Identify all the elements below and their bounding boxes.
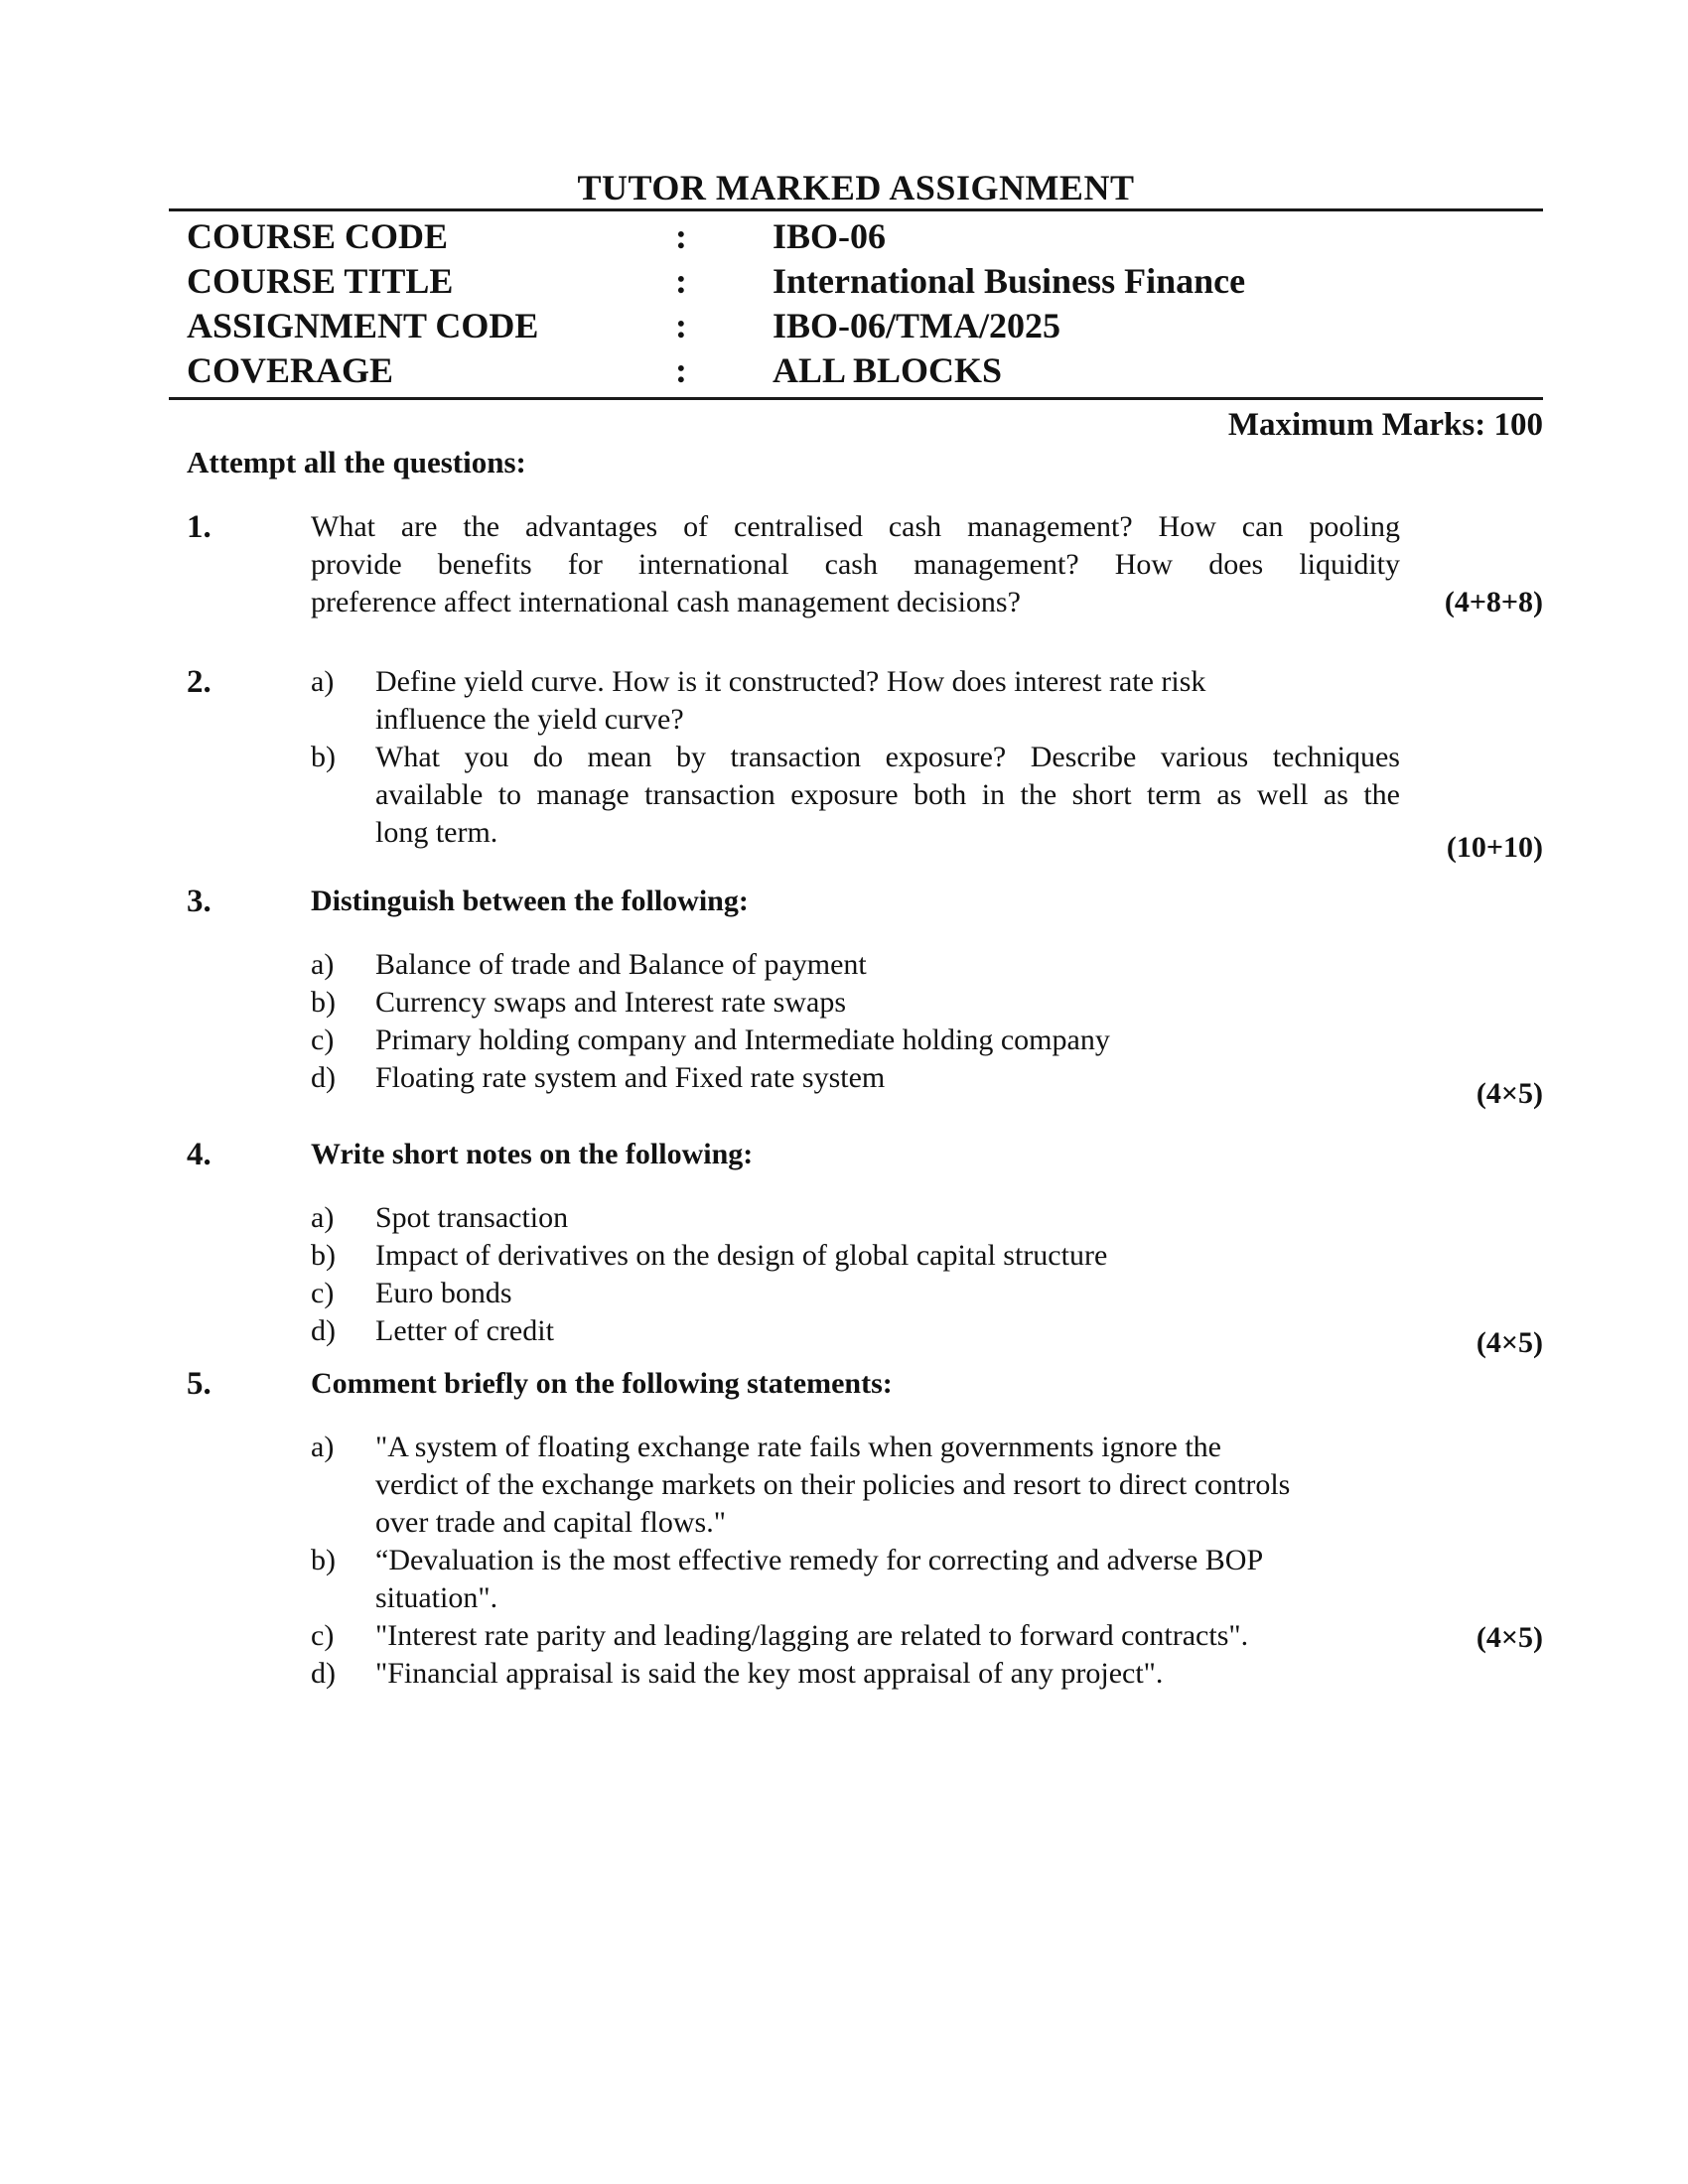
question-block: [169, 1136, 1543, 1359]
question-body: [311, 883, 1400, 1097]
list-item: [311, 1059, 1400, 1097]
text-line: Euro bonds: [375, 1277, 512, 1309]
text-line: Impact of derivatives on the design of global capital structure: [375, 1239, 1108, 1272]
item-text: [375, 1022, 1400, 1059]
list-item: [311, 984, 1400, 1022]
marks-badge: (4+8+8): [1444, 586, 1543, 618]
marks-badge: (4×5): [1476, 1621, 1543, 1654]
course-info-row: [187, 304, 1543, 348]
course-info-separator: :: [675, 350, 687, 390]
course-info-label: COURSE CODE: [187, 216, 449, 256]
text-line: verdict of the exchange markets on their policies and resort to direct controls: [375, 1468, 1291, 1501]
text-line: situation".: [375, 1581, 498, 1614]
list-item: [311, 1199, 1400, 1237]
questions-section: [169, 508, 1543, 1693]
text-line: What are the advantages of centralised cash management? How can pooling: [311, 510, 1400, 543]
question-paragraph: [311, 508, 1400, 621]
item-letter: b): [311, 741, 336, 773]
item-text: [375, 1275, 1400, 1312]
document-content: [169, 0, 1543, 1693]
question-block: [169, 663, 1543, 864]
list-item: [311, 1022, 1400, 1059]
course-info-separator: :: [675, 306, 687, 345]
list-item: [311, 663, 1400, 739]
item-text: [375, 739, 1400, 852]
course-info-row: [187, 348, 1543, 393]
text-line: preference affect international cash management decisions?: [311, 586, 1021, 618]
item-letter: c): [311, 1277, 335, 1309]
list-item: [311, 1312, 1400, 1350]
text-line: Floating rate system and Fixed rate system: [375, 1061, 886, 1094]
item-letter: c): [311, 1619, 335, 1652]
text-line: "Interest rate parity and leading/lagging are related to forward contracts".: [375, 1619, 1249, 1652]
text-line: “Devaluation is the most effective remedy for correcting and adverse BOP: [375, 1544, 1264, 1576]
question-number: 2.: [187, 664, 211, 700]
marks-badge: (10+10): [1446, 831, 1543, 864]
text-line: Define yield curve. How is it constructed? How does interest rate risk: [375, 665, 1206, 698]
instruction-text: Attempt all the questions:: [187, 445, 526, 479]
question-heading: Comment briefly on the following statements:: [311, 1367, 893, 1400]
item-text: [375, 1542, 1400, 1617]
question-body: [311, 1136, 1400, 1350]
question-body: [311, 663, 1400, 852]
page-title: TUTOR MARKED ASSIGNMENT: [577, 168, 1135, 207]
text-line: Balance of trade and Balance of payment: [375, 948, 867, 981]
course-info-separator: :: [675, 261, 687, 301]
course-info-value: IBO-06/TMA/2025: [773, 306, 1061, 345]
course-info-table: [169, 211, 1543, 400]
item-text: [375, 1429, 1400, 1542]
list-item: [311, 739, 1400, 852]
text-line: Letter of credit: [375, 1314, 554, 1347]
text-line: Currency swaps and Interest rate swaps: [375, 986, 847, 1019]
item-text: [375, 1617, 1400, 1655]
item-letter: b): [311, 1544, 336, 1576]
item-text: [375, 984, 1400, 1022]
question-number: 1.: [187, 509, 211, 545]
list-item: [311, 1617, 1400, 1655]
question-body: [311, 1365, 1400, 1693]
item-text: [375, 1199, 1400, 1237]
item-letter: a): [311, 948, 335, 981]
text-line: available to manage transaction exposure both in the short term as well as the: [375, 778, 1400, 811]
item-letter: a): [311, 1201, 335, 1234]
item-letter: d): [311, 1314, 336, 1347]
question-number: 5.: [187, 1366, 211, 1402]
list-item: [311, 1429, 1400, 1542]
item-text: [375, 663, 1400, 739]
item-text: [375, 1059, 1400, 1097]
course-info-row: [187, 259, 1543, 304]
item-letter: c): [311, 1024, 335, 1056]
list-item: [311, 1275, 1400, 1312]
item-letter: d): [311, 1657, 336, 1690]
item-letter: a): [311, 665, 335, 698]
question-heading: Distinguish between the following:: [311, 885, 749, 917]
marks-badge: (4×5): [1476, 1326, 1543, 1359]
question-block: [169, 508, 1543, 621]
course-info-separator: :: [675, 216, 687, 256]
text-line: long term.: [375, 816, 498, 849]
course-info-row: [187, 214, 1543, 259]
course-info-label: COURSE TITLE: [187, 261, 454, 301]
question-block: [169, 883, 1543, 1110]
course-info-value: International Business Finance: [773, 261, 1246, 301]
list-item: [311, 1237, 1400, 1275]
list-item: [311, 946, 1400, 984]
item-text: [375, 1312, 1400, 1350]
question-number: 3.: [187, 884, 211, 919]
item-letter: d): [311, 1061, 336, 1094]
course-info-value: ALL BLOCKS: [773, 350, 1003, 390]
text-line: What you do mean by transaction exposure? Describe various techniques: [375, 741, 1400, 773]
course-info-value: IBO-06: [773, 216, 887, 256]
text-line: "Financial appraisal is said the key most appraisal of any project".: [375, 1657, 1164, 1690]
text-line: "A system of floating exchange rate fails when governments ignore the: [375, 1431, 1221, 1463]
marks-badge: (4×5): [1476, 1077, 1543, 1110]
item-text: [375, 946, 1400, 984]
item-letter: b): [311, 986, 336, 1019]
course-info-label: ASSIGNMENT CODE: [187, 306, 539, 345]
text-line: over trade and capital flows.": [375, 1506, 726, 1539]
question-number: 4.: [187, 1137, 211, 1172]
text-line: provide benefits for international cash management? How does liquidity: [311, 548, 1400, 581]
text-line: Primary holding company and Intermediate holding company: [375, 1024, 1110, 1056]
item-text: [375, 1655, 1400, 1693]
question-body: [311, 508, 1400, 621]
list-item: [311, 1542, 1400, 1617]
course-info-label: COVERAGE: [187, 350, 394, 390]
title-section: [169, 167, 1543, 211]
max-marks-label: Maximum Marks: 100: [1227, 407, 1543, 443]
item-letter: a): [311, 1431, 335, 1463]
item-text: [375, 1237, 1400, 1275]
text-line: Spot transaction: [375, 1201, 569, 1234]
list-item: [311, 1655, 1400, 1693]
question-heading: Write short notes on the following:: [311, 1138, 754, 1170]
text-line: influence the yield curve?: [375, 703, 684, 736]
item-letter: b): [311, 1239, 336, 1272]
question-block: [169, 1365, 1543, 1693]
